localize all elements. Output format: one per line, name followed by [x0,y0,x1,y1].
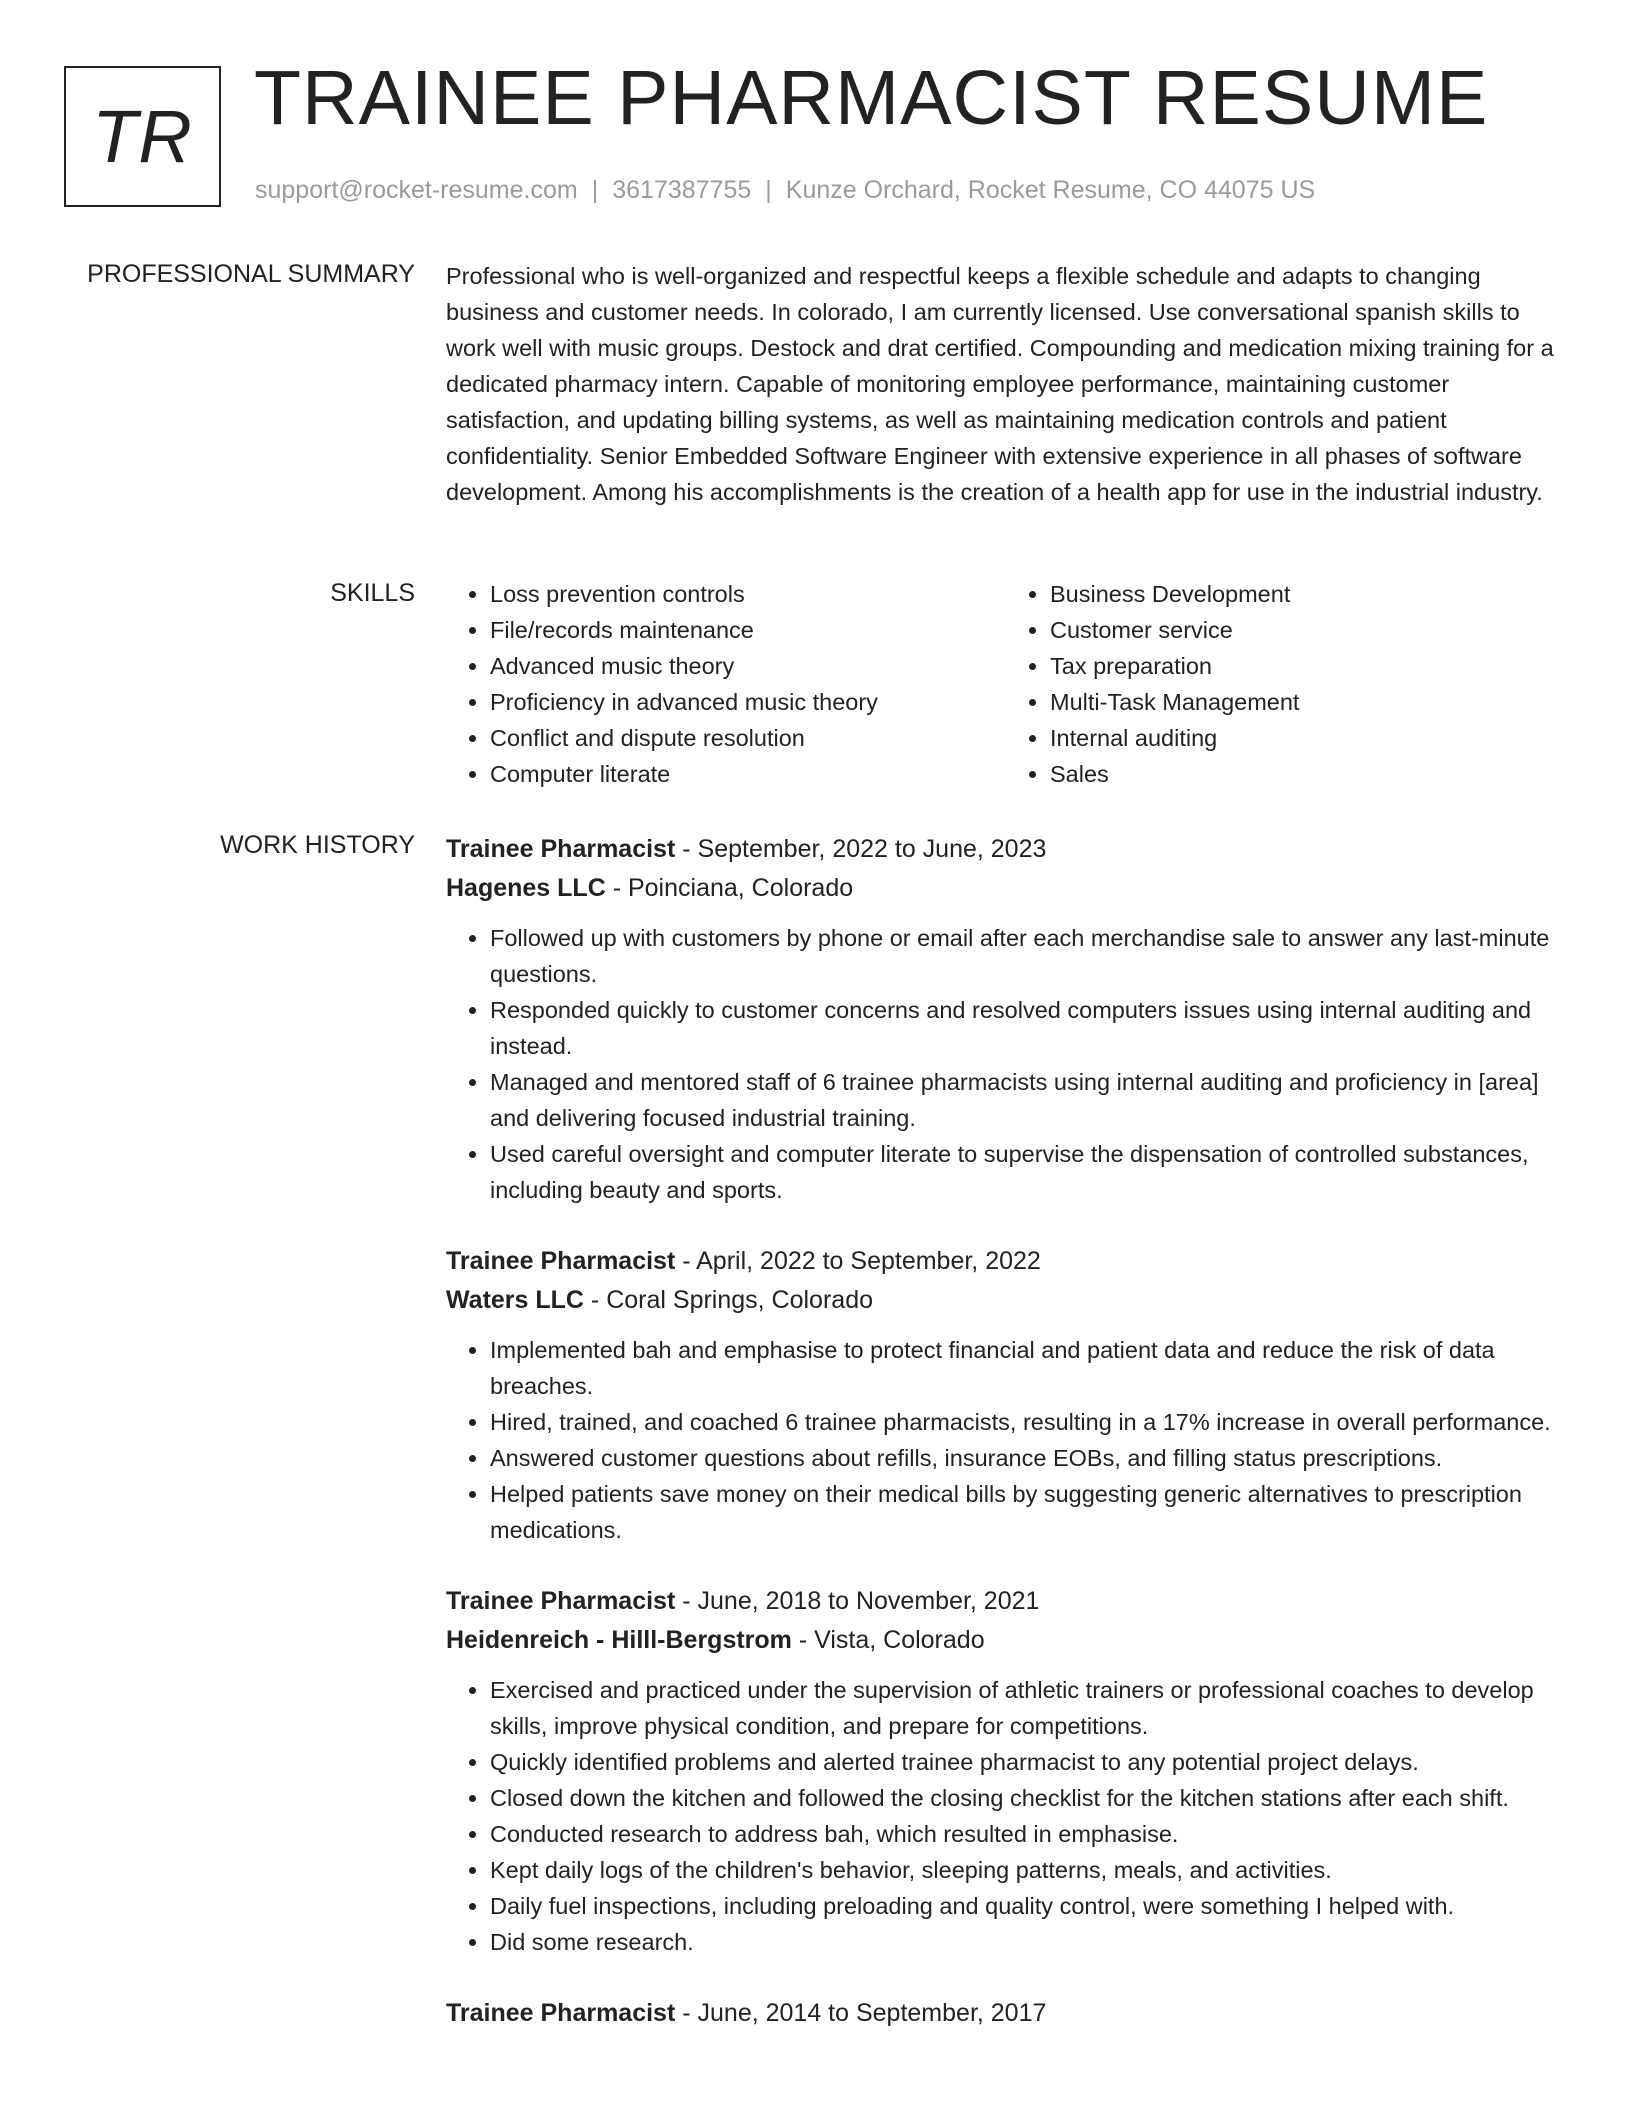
job-location: - Coral Springs, Colorado [583,1286,873,1314]
job-dates: - September, 2022 to June, 2023 [675,835,1047,863]
job-company-line [446,869,1566,908]
job-bullet: • Conducted research to address bah, which resulted in emphasise. [490,1816,1566,1852]
job-bullet: • Hired, trained, and coached 6 trainee pharmacists, resulting in a 17% increase in overall performance. [490,1404,1566,1440]
skill-item: • Business Development [1050,576,1566,612]
job-bullet: • Used careful oversight and computer literate to supervise the dispensation of controlled substances, including beauty and sports. [490,1136,1566,1208]
job-location: - Vista, Colorado [791,1626,985,1654]
work-history-section [446,830,1566,2067]
contact-separator: | [765,176,772,204]
job-entry [446,1242,1566,1548]
skill-item: • Conflict and dispute resolution [490,720,1006,756]
skills-list-right [1006,576,1566,792]
skill-item: • Loss prevention controls [490,576,1006,612]
skill-item: • Tax preparation [1050,648,1566,684]
job-entry [446,1582,1566,1960]
job-location: - Poinciana, Colorado [605,874,854,902]
job-bullets [446,1332,1566,1548]
job-entry [446,830,1566,1208]
skill-item: • Advanced music theory [490,648,1006,684]
skills-section-label: SKILLS [330,579,415,607]
job-bullet: • Implemented bah and emphasise to protect financial and patient data and reduce the risk of data breaches. [490,1332,1566,1404]
job-bullet: • Daily fuel inspections, including preloading and quality control, were something I helped with. [490,1888,1566,1924]
job-company-line [446,1281,1566,1320]
skill-item: • Customer service [1050,612,1566,648]
skill-item: • Internal auditing [1050,720,1566,756]
contact-address: Kunze Orchard, Rocket Resume, CO 44075 US [785,176,1316,204]
job-dates: - June, 2018 to November, 2021 [675,1587,1040,1615]
summary-section-label: PROFESSIONAL SUMMARY [87,260,415,288]
job-company: Waters LLC [446,1286,584,1314]
job-title-line [446,1242,1566,1281]
job-entry [446,1994,1566,2033]
job-title: Trainee Pharmacist [446,835,676,863]
job-title: Trainee Pharmacist [446,1999,676,2027]
skill-item: • Computer literate [490,756,1006,792]
skill-item: • Multi-Task Management [1050,684,1566,720]
skill-item: • Sales [1050,756,1566,792]
job-bullet: • Closed down the kitchen and followed the closing checklist for the kitchen stations after each shift. [490,1780,1566,1816]
job-dates: - June, 2014 to September, 2017 [675,1999,1047,2027]
work-history-section-label: WORK HISTORY [220,831,415,859]
job-bullets [446,1672,1566,1960]
job-bullet: • Kept daily logs of the children's behavior, sleeping patterns, meals, and activities. [490,1852,1566,1888]
skill-item: • File/records maintenance [490,612,1006,648]
skills-list-left [446,576,1006,792]
job-title-line [446,1582,1566,1621]
job-bullet: • Managed and mentored staff of 6 trainee pharmacists using internal auditing and proficiency in [area] and delivering focused industrial training. [490,1064,1566,1136]
job-bullets [446,920,1566,1208]
monogram-logo: TR [64,66,221,207]
job-title-line [446,830,1566,869]
job-bullet: • Answered customer questions about refills, insurance EOBs, and filling status prescriptions. [490,1440,1566,1476]
job-dates: - April, 2022 to September, 2022 [675,1247,1041,1275]
job-title-line [446,1994,1566,2033]
summary-text: Professional who is well-organized and respectful keeps a flexible schedule and adapts to changing business and customer needs. In colorado, I am currently licensed. Use conversational spanish skills to work well with music groups. Destock and drat certified. Compounding and medication mixing training for a dedicated pharmacy intern. Capable of monitoring employee performance, maintaining customer satisfaction, and updating billing systems, as well as maintaining medication controls and patient confidentiality. Senior Embedded Software Engineer with extensive experience in all phases of software development. Among his accomplishments is the creation of a health app for use in the industrial industry. [446,263,1554,505]
job-title: Trainee Pharmacist [446,1587,676,1615]
skill-item: • Proficiency in advanced music theory [490,684,1006,720]
job-bullet: • Followed up with customers by phone or email after each merchandise sale to answer any last-minute questions. [490,920,1566,992]
job-company: Hagenes LLC [446,874,606,902]
contact-line [255,176,1315,205]
job-company: Heidenreich - Hilll-Bergstrom [446,1626,792,1654]
skills-section [446,576,1566,792]
job-bullet: • Quickly identified problems and alerted trainee pharmacist to any potential project delays. [490,1744,1566,1780]
contact-phone: 3617387755 [612,176,752,204]
contact-email: support@rocket-resume.com [255,176,578,204]
job-bullet: • Responded quickly to customer concerns and resolved computers issues using internal auditing and instead. [490,992,1566,1064]
job-bullet: • Exercised and practiced under the supervision of athletic trainers or professional coaches to develop skills, improve physical condition, and prepare for competitions. [490,1672,1566,1744]
job-bullet: • Helped patients save money on their medical bills by suggesting generic alternatives to prescription medications. [490,1476,1566,1548]
contact-separator: | [591,176,599,204]
job-title: Trainee Pharmacist [446,1247,676,1275]
job-bullet: • Did some research. [490,1924,1566,1960]
resume-title: TRAINEE PHARMACIST RESUME [254,55,1489,141]
job-company-line [446,1621,1566,1660]
summary-section [446,258,1566,510]
